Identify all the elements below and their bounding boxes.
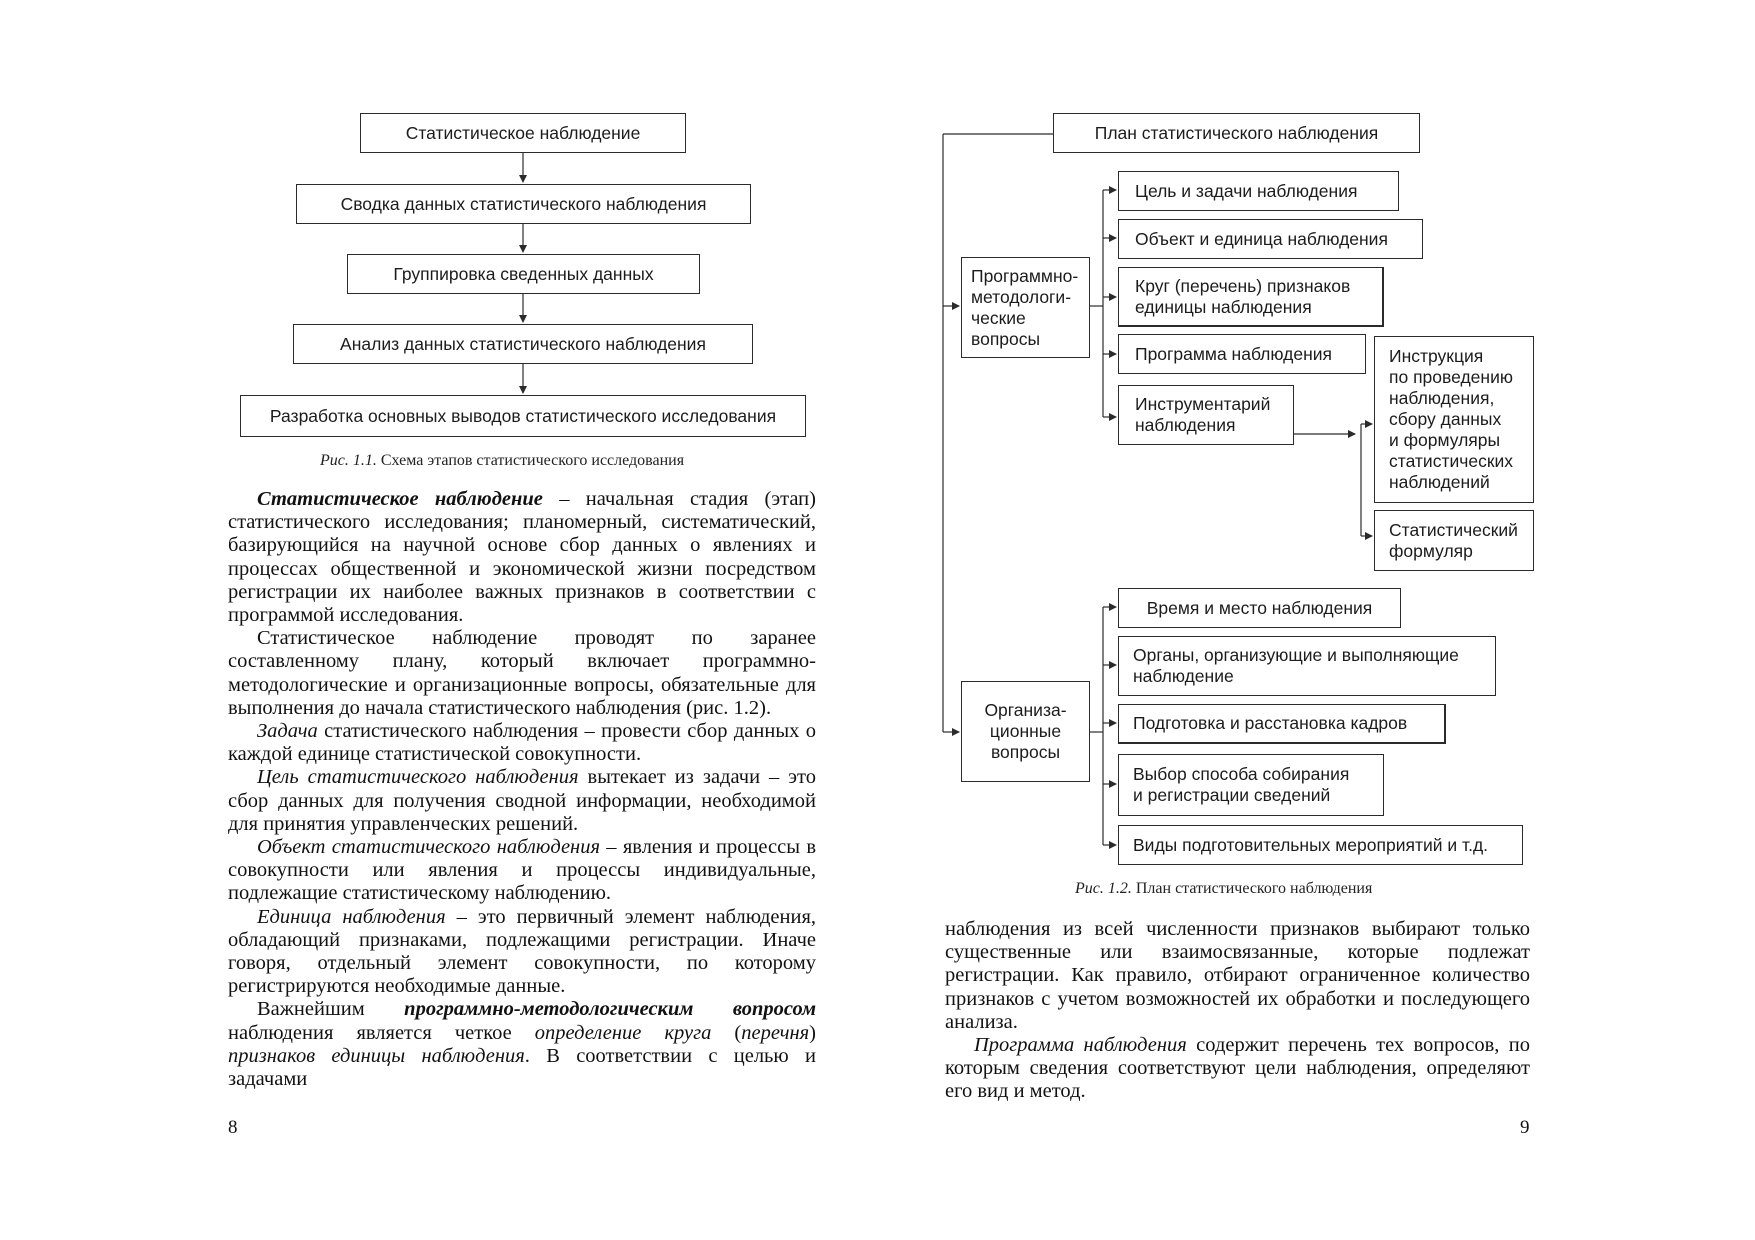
fig2-prog-item-line: наблюдения [1135, 415, 1236, 435]
fig2-org-item-method [1118, 754, 1384, 816]
fig2-instr-item-line: по проведению [1389, 367, 1513, 387]
fig1-caption [320, 452, 684, 470]
paragraph [228, 627, 816, 720]
fig2-prog-item-line: единицы наблюдения [1135, 296, 1312, 317]
fig2-instr-item-line: Статистический [1389, 519, 1518, 540]
page-number-right: 9 [1520, 1117, 1530, 1138]
text-run: вытекает из задачи – это сбор данных для получения сводной информации, необходимой для принятия управленческих решений. [228, 766, 816, 835]
page-number-left: 8 [228, 1117, 238, 1138]
fig2-caption [1075, 880, 1372, 898]
fig1-step-3-label: Группировка сведенных данных [393, 263, 654, 284]
fig2-instr-item-line: наблюдений [1389, 472, 1490, 492]
fig1-step-4 [293, 324, 753, 364]
fig2-instr-item-line: Инструкция [1389, 346, 1484, 366]
fig2-org-group-line: вопросы [990, 742, 1061, 762]
emphasis-run: Программа наблюдения [974, 1034, 1187, 1057]
emphasis-run: Единица наблюдения [257, 905, 446, 928]
emphasis-run: Задача [257, 720, 318, 743]
fig2-plan-box [1053, 113, 1420, 153]
fig2-prog-group [961, 257, 1090, 358]
fig2-org-item-line: и регистрации сведений [1133, 785, 1331, 805]
fig2-org-item-line: Выбор способа собирания [1133, 764, 1350, 784]
fig2-org-item-line: наблюдение [1133, 666, 1234, 686]
paragraph [228, 766, 816, 836]
text-run: статистического наблюдения – провести сбор данных о каждой единице статистической совокупности. [228, 720, 816, 766]
fig2-prog-item-line: Цель и задачи наблюдения [1135, 180, 1358, 201]
text-run: ) [809, 1021, 816, 1044]
paragraph [228, 836, 816, 906]
emphasis-run: определение круга [534, 1021, 712, 1044]
fig1-caption-text: Схема этапов статистического исследования [376, 452, 685, 469]
fig2-instr-item-instruction [1374, 336, 1534, 503]
fig2-org-item-staff [1118, 704, 1446, 744]
right-page [877, 0, 1754, 1240]
fig1-step-3 [347, 254, 700, 294]
fig2-instr-item-line: наблюдения, [1389, 388, 1495, 408]
text-run: содержит перечень тех вопросов, по которым сведения соответствуют цели наблюдения, определяют его вид и метод. [945, 1034, 1530, 1103]
text-run: Важнейшим [257, 998, 405, 1021]
fig2-org-item-time-place [1118, 588, 1401, 628]
fig2-org-group-line: Организа- [984, 700, 1067, 720]
fig2-instr-item-form [1374, 510, 1534, 571]
fig2-plan-label: План статистического наблюдения [1094, 122, 1379, 143]
fig2-org-item-line: Органы, организующие и выполняющие [1133, 645, 1459, 665]
fig2-org-item-line: Виды подготовительных мероприятий и т.д. [1133, 834, 1489, 855]
fig2-caption-text: План статистического наблюдения [1131, 880, 1373, 897]
fig2-instr-item-line: статистических [1389, 451, 1514, 471]
fig1-connectors [0, 0, 877, 460]
paragraph [228, 906, 816, 999]
left-page [0, 0, 877, 1240]
text-run: – явления и процессы в совокупности или явления и процессы индивидуальные, подлежащие статистическому наблюдению. [228, 836, 817, 905]
fig2-prog-item-line: Инструментарий [1135, 394, 1271, 414]
fig2-org-item-prep [1118, 825, 1523, 865]
fig1-step-4-label: Анализ данных статистического наблюдения [340, 333, 706, 354]
paragraph [945, 1034, 1530, 1104]
fig2-prog-group-line: Программно- [971, 265, 1079, 286]
fig2-prog-group-line: методологи- [971, 286, 1072, 307]
paragraph [228, 488, 816, 627]
text-run: ( [711, 1021, 742, 1044]
fig2-prog-item-line: Объект и единица наблюдения [1135, 228, 1388, 249]
emphasis-run: Объект статистического наблюдения [257, 836, 600, 859]
fig2-org-group [961, 681, 1090, 782]
fig2-prog-group-line: ческие [971, 307, 1026, 328]
left-body-text [228, 488, 816, 1091]
fig2-org-item-bodies [1118, 636, 1496, 696]
text-run: Статистическое наблюдение проводят по заранее составленному плану, который включает программно-методологические и организационные вопросы, обязательные для выполнения до начала статистического наблюдения (рис. 1.2). [228, 627, 816, 719]
fig2-prog-item-object [1118, 219, 1423, 259]
fig2-prog-item-tools [1118, 385, 1294, 445]
emphasis-run: Цель статистического наблюдения [257, 766, 579, 789]
fig1-step-1 [360, 113, 686, 153]
emphasis-run: признаков единицы наблюдения [228, 1044, 525, 1067]
right-body-text [945, 918, 1530, 1104]
fig2-prog-item-line: Круг (перечень) признаков [1135, 275, 1351, 296]
fig1-step-5-label: Разработка основных выводов статистического исследования [269, 405, 777, 426]
paragraph [228, 998, 816, 1091]
fig2-org-item-line: Время и место наблюдения [1146, 597, 1373, 618]
emphasis-run: перечня [741, 1021, 810, 1044]
fig2-org-item-line: Подготовка и расстановка кадров [1133, 713, 1408, 733]
fig2-instr-item-line: сбору данных [1389, 409, 1502, 429]
emphasis-run: Статистическое наблюдение [257, 488, 543, 510]
paragraph [945, 918, 1530, 1034]
fig1-step-2-label: Сводка данных статистического наблюдения [340, 193, 707, 214]
fig2-instr-item-line: и формуляры [1389, 430, 1501, 450]
emphasis-run: программно-методологическим вопросом [404, 998, 816, 1021]
fig2-prog-item-goal [1118, 171, 1399, 211]
fig2-prog-item-line: Программа наблюдения [1135, 343, 1332, 364]
fig2-prog-group-line: вопросы [971, 328, 1041, 349]
text-run: . В соответствии с целью и задачами [228, 1044, 817, 1091]
fig1-caption-label: Рис. 1.1. [320, 452, 377, 469]
fig2-prog-item-program [1118, 334, 1366, 374]
fig1-step-5 [240, 395, 806, 437]
text-run: – начальная стадия (этап) статистического исследования; планомерный, систематический, базирующийся на научной основе сбор данных о явлениях и процессах общественной и экономической жизни посредством регистрации их наиболее важных признаков в соответствии с программой исследования. [228, 488, 816, 627]
fig2-instr-item-line: формуляр [1389, 540, 1473, 561]
text-run: наблюдения из всей численности признаков выбирают только существенные или взаимосвязанные, которые подлежат регистрации. Как правило, отбирают ограниченное количество признаков с учетом возможностей их обработки и последующего анализа. [945, 918, 1530, 1033]
fig1-step-1-label: Статистическое наблюдение [405, 122, 641, 143]
fig2-org-group-line: ционные [989, 721, 1062, 741]
fig1-step-2 [296, 184, 751, 224]
text-run: наблюдения является четкое [228, 1021, 535, 1044]
text-run: – это первичный элемент наблюдения, обладающий признаками, подлежащими регистрации. Иначе говоря, отдельный элемент совокупности, по которому регистрируются необходимые данные. [228, 905, 816, 998]
fig2-caption-label: Рис. 1.2. [1075, 880, 1132, 897]
fig2-prog-item-features [1118, 267, 1384, 327]
paragraph [228, 720, 816, 766]
